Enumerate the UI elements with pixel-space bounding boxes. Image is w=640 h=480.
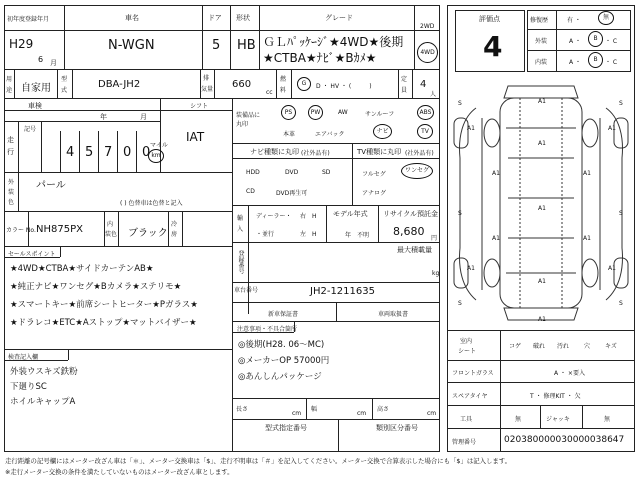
body-shape: HB bbox=[237, 38, 256, 53]
footer-note-2: ※走行メーター交換の条件を満たしていないものはメーター改ざん車とします。 bbox=[5, 468, 234, 476]
displacement: 660 bbox=[232, 79, 252, 90]
management-number: 020380000030000038647 bbox=[504, 435, 625, 445]
grade-label: グレード bbox=[325, 14, 353, 22]
inspector-note: 外装ウスキズ鉄粉 bbox=[10, 367, 78, 377]
seat-label-2: シート bbox=[458, 348, 477, 355]
registration-number-label: 登録番号 bbox=[237, 250, 244, 274]
inspector-note: ホイルキャップA bbox=[10, 397, 76, 407]
model-label-2: 式 bbox=[61, 87, 68, 94]
tv-type-sub: (社外品有) bbox=[405, 150, 434, 157]
shift-label: シフト bbox=[190, 103, 209, 110]
interior-grade-right: ・ C bbox=[605, 59, 618, 66]
nav-type-header: ナビ種類に丸印 bbox=[250, 148, 299, 156]
first-registration-label: 初年度登録年月 bbox=[7, 16, 50, 23]
capacity-label-2: 員 bbox=[401, 87, 408, 94]
sales-points-label: セールスポイント bbox=[8, 251, 56, 258]
diagram-a1-mark: A1 bbox=[492, 170, 500, 177]
recycle-fee: 8,680 bbox=[393, 225, 425, 238]
nav-hdd: HDD bbox=[246, 169, 260, 176]
equipment-navi-circled: ナビ bbox=[373, 124, 392, 139]
equipment-airbag: エアバック bbox=[315, 131, 345, 138]
interior-grade-label: 内装 bbox=[535, 59, 548, 66]
grade-line-1: ＧＬﾊﾟｯｹｰｼﾞ★4WD★後期 bbox=[263, 35, 404, 49]
recycle-fee-label: リサイクル預託金 bbox=[383, 210, 439, 218]
tools-value: 無 bbox=[515, 416, 522, 423]
equipment-sunroof: サンルーフ bbox=[365, 111, 395, 118]
import-label-2: 入 bbox=[237, 226, 244, 233]
mileage-label-2: 行 bbox=[7, 148, 14, 156]
registration-era: H29 bbox=[9, 37, 34, 51]
mileage-digit: 0 bbox=[142, 145, 151, 160]
vehicle-use: 自家用 bbox=[21, 83, 51, 94]
model-label-1: 型 bbox=[61, 76, 68, 83]
diagram-a1-mark: A1 bbox=[608, 125, 616, 132]
inspection-month-label: 月 bbox=[140, 113, 147, 121]
twowd-label: 2WD bbox=[420, 23, 435, 30]
import-parallel: ・並行 bbox=[256, 231, 275, 238]
import-label-1: 輸 bbox=[237, 215, 244, 222]
shape-label: 形状 bbox=[236, 14, 250, 22]
length-cm-unit: cm bbox=[292, 410, 302, 417]
jack-label: ジャッキ bbox=[546, 416, 570, 423]
diagram-a1-mark: A1 bbox=[583, 235, 591, 242]
width-cm-unit: cm bbox=[357, 410, 367, 417]
shift-value: IAT bbox=[186, 130, 205, 144]
width-label: 幅 bbox=[311, 406, 318, 413]
diagram-a1-mark: A1 bbox=[467, 125, 475, 132]
sales-point-item: ★スマートキー★前席シートヒーター★Pガラス★ bbox=[10, 300, 198, 310]
diagram-s-mark: S bbox=[458, 210, 462, 217]
owner-manual: 車両取扱書 bbox=[378, 311, 409, 318]
exterior-grade-circled: B bbox=[588, 31, 603, 47]
diagram-a1-mark: A1 bbox=[608, 265, 616, 272]
chassis-number: JH2-1211635 bbox=[310, 286, 375, 297]
diagram-s-mark: S bbox=[619, 300, 623, 307]
exterior-color: パール bbox=[36, 180, 66, 191]
inspector-notes-label: 検査記入欄 bbox=[8, 354, 39, 361]
inspection-year-label: 年 bbox=[100, 113, 107, 121]
fuel-label-1: 燃 bbox=[280, 76, 287, 83]
equipment-abs-circled: ABS bbox=[417, 105, 434, 120]
max-load-label: 最大積載量 bbox=[397, 246, 432, 254]
sales-point-item: ★4WD★CTBA★サイドカーテンAB★ bbox=[10, 264, 154, 274]
chassis-label: 車台番号 bbox=[234, 287, 259, 294]
sales-point-item: ★純正ナビ★ワンセグ★Bカメラ★ステリモ★ bbox=[10, 282, 182, 292]
nav-cd: CD bbox=[246, 188, 255, 195]
interior-grade-left: A ・ bbox=[569, 59, 582, 66]
equipment-aw: AW bbox=[338, 109, 348, 116]
model-year-label: モデル年式 bbox=[333, 210, 368, 218]
tv-analog: アナログ bbox=[362, 190, 387, 197]
mile-label: マイル bbox=[150, 142, 168, 149]
mileage-label-1: 走 bbox=[7, 136, 14, 144]
month-unit: 月 bbox=[50, 59, 57, 67]
interior-color-label-2: 装色 bbox=[105, 231, 118, 238]
management-number-label: 管理番号 bbox=[452, 439, 477, 446]
equipment-label-1: 装備品に bbox=[236, 112, 261, 119]
color-code-label: カラー No. bbox=[6, 227, 36, 234]
repair-history-label: 修復歴 bbox=[530, 17, 549, 24]
kg-unit: kg bbox=[432, 270, 440, 277]
new-car-warranty: 新車保証書 bbox=[268, 311, 299, 318]
tv-type-header: TV種類に丸印 bbox=[357, 148, 402, 156]
note-item: ◎あんしんパッケージ bbox=[238, 372, 322, 382]
footer-note-1: 走行距離の記号欄にはメーター改ざん車は「＊」、メーター交換車は「$」、走行不明車は「＃」を記入してください。メーター交換で合算表示した場合にも「$」は記入します。 bbox=[5, 457, 512, 465]
height-label: 高さ bbox=[377, 406, 390, 413]
exterior-label-1: 外 bbox=[8, 179, 15, 186]
diagram-a1-mark: A1 bbox=[538, 316, 546, 323]
mileage-symbol-label: 記号 bbox=[24, 126, 37, 133]
import-dealer: ディーラー・ bbox=[256, 213, 292, 220]
registration-month: 6 bbox=[38, 55, 44, 64]
interior-color: ブラック bbox=[128, 228, 168, 239]
diagram-a1-mark: A1 bbox=[492, 235, 500, 242]
type-spec-label: 型式指定番号 bbox=[265, 424, 307, 432]
cc-unit: cc bbox=[266, 89, 273, 96]
yen-unit: 円 bbox=[431, 235, 438, 242]
nav-sd: SD bbox=[322, 169, 331, 176]
exterior-grade-left: A ・ bbox=[569, 38, 582, 45]
person-unit: 人 bbox=[430, 91, 437, 98]
car-name-label: 車名 bbox=[125, 14, 139, 22]
tools-label: 工具 bbox=[460, 416, 473, 423]
capacity: 4 bbox=[420, 79, 427, 90]
use-label-2: 途 bbox=[6, 87, 13, 94]
aircon-label-2: 房 bbox=[171, 231, 178, 238]
spare-tire-value: T ・ 修理KIT ・ 欠 bbox=[530, 393, 581, 400]
class-number-label: 類別区分番号 bbox=[376, 424, 418, 432]
seat-label-1: 室内 bbox=[460, 338, 473, 345]
diagram-a1-mark: A1 bbox=[538, 278, 546, 285]
nav-dvd: DVD bbox=[285, 169, 299, 176]
car-name: N-WGN bbox=[108, 38, 155, 53]
diagram-a1-mark: A1 bbox=[538, 140, 546, 147]
eval-score-label: 評価点 bbox=[479, 15, 500, 23]
capacity-label-1: 定 bbox=[401, 76, 408, 83]
exterior-label-3: 色 bbox=[8, 199, 15, 206]
diagram-a1-mark: A1 bbox=[583, 170, 591, 177]
model-year-value: 年 不明 bbox=[345, 232, 370, 239]
windshield-value: A ・ ×要入 bbox=[554, 370, 585, 377]
equipment-tv-circled: TV bbox=[417, 124, 433, 139]
use-label-1: 用 bbox=[6, 76, 13, 83]
interior-color-label-1: 内 bbox=[107, 221, 114, 228]
seat-stain: 汚れ bbox=[557, 343, 570, 350]
mileage-digit: 5 bbox=[85, 145, 94, 160]
mileage-digit: 0 bbox=[123, 145, 132, 160]
nav-dvd-playback: DVD再生可 bbox=[276, 190, 308, 197]
door-label: ドア bbox=[208, 14, 222, 22]
equipment-label-2: 丸印 bbox=[236, 121, 249, 128]
door-count: 5 bbox=[212, 38, 221, 53]
notes-label: 注意事項・不具合箇所 bbox=[237, 326, 298, 333]
spare-tire-label: スペアタイヤ bbox=[452, 393, 488, 400]
color-code: NH875PX bbox=[36, 224, 83, 235]
seat-hole: 穴 bbox=[584, 343, 591, 350]
fourwd-circled: 4WD bbox=[417, 42, 438, 63]
tv-oneseg-circled: ワンセグ bbox=[401, 163, 433, 179]
diagram-a1-mark: A1 bbox=[467, 265, 475, 272]
diagram-s-mark: S bbox=[619, 100, 623, 107]
repair-none-circled: 無 bbox=[598, 11, 614, 25]
diagram-s-mark: S bbox=[458, 300, 462, 307]
seat-burn: コゲ bbox=[509, 343, 522, 350]
equipment-ps-circled: PS bbox=[281, 105, 296, 120]
fuel-options: D ・ HV ・ ( ) bbox=[316, 83, 372, 90]
mileage-digit: 7 bbox=[104, 145, 113, 160]
diagram-s-mark: S bbox=[619, 210, 623, 217]
inspector-note: 下廻りSC bbox=[10, 382, 47, 392]
km-circled: km bbox=[148, 149, 164, 163]
nav-type-sub: (社外品有) bbox=[301, 150, 330, 157]
displacement-label-1: 排 bbox=[203, 75, 210, 82]
exterior-grade-right: ・ C bbox=[605, 38, 618, 45]
left-hand-drive: 左 H bbox=[300, 231, 317, 238]
grade-line-2: ★CTBA★ﾅﾋﾞ★Bｶﾒ★ bbox=[263, 51, 377, 65]
fuel-gasoline-circled: G bbox=[297, 77, 311, 91]
exterior-label-2: 装 bbox=[8, 189, 15, 196]
exterior-grade-label: 外装 bbox=[535, 38, 548, 45]
diagram-a1-mark: A1 bbox=[538, 205, 546, 212]
mileage-digit: 4 bbox=[66, 145, 75, 160]
sales-point-item: ★ドラレコ★ETC★Aストップ★マットバイザー★ bbox=[10, 318, 197, 328]
seat-tear: 破れ bbox=[533, 343, 546, 350]
car-damage-diagram bbox=[448, 78, 634, 328]
fuel-label-2: 料 bbox=[280, 87, 287, 94]
inspection-label: 車検 bbox=[28, 102, 42, 110]
diagram-s-mark: S bbox=[458, 100, 462, 107]
interior-grade-circled: B bbox=[588, 52, 603, 68]
model-code: DBA-JH2 bbox=[98, 79, 141, 90]
right-hand-drive: 右 H bbox=[300, 213, 317, 220]
note-item: ◎後期(H28. 06〜MC) bbox=[238, 340, 325, 350]
color-change-note: ( ) 色替車は色替と記入 bbox=[120, 200, 183, 207]
aircon-label-1: 冷 bbox=[171, 221, 178, 228]
height-cm-unit: cm bbox=[427, 410, 437, 417]
eval-score: 4 bbox=[483, 30, 503, 63]
displacement-label-2: 気量 bbox=[201, 86, 214, 93]
equipment-leather: 本革 bbox=[283, 131, 296, 138]
windshield-label: フロントガラス bbox=[452, 370, 494, 377]
seat-scratch: キズ bbox=[605, 343, 617, 350]
tv-fullseg: フルセグ bbox=[362, 171, 386, 178]
length-label: 長さ bbox=[236, 406, 249, 413]
note-item: ◎メーカーOP 57000円 bbox=[238, 356, 330, 366]
diagram-a1-mark: A1 bbox=[538, 98, 546, 105]
jack-value: 無 bbox=[604, 416, 611, 423]
equipment-pw-circled: PW bbox=[308, 105, 323, 120]
repair-history-options: 有 ・ bbox=[567, 17, 581, 24]
